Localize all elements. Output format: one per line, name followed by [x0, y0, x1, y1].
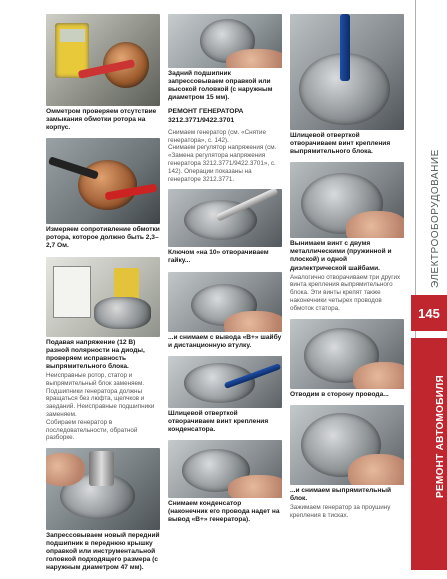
- body-c3-2: Аналогично отворачиваем три других винта крепления выпрямительного блока. Эти винты крепят также наконечники четырех проводов обмоток статора.: [290, 273, 401, 312]
- photo-screw-washers: [290, 162, 404, 238]
- caption-c1-2: Измеряем сопротивление обмотки ротора, которое должно быть 2,3–2,7 Ом.: [46, 226, 160, 250]
- photo-washer-removal: [168, 272, 282, 332]
- page-number: 145: [418, 305, 440, 321]
- photo-capacitor-screw: [168, 356, 282, 408]
- sidebar-section-text: ЭЛЕКТРООБОРУДОВАНИЕ: [430, 149, 441, 288]
- photo-diode-check: [46, 257, 160, 337]
- caption-c3-2-bold: Вынимаем винт с двумя металлическими (пружинной и плоской) и одной диэлектрической шайбами.: [290, 240, 392, 272]
- section-heading-line2: 3212.3771/9422.3701: [168, 116, 235, 124]
- body-c1-3b: Подшипники генератора должны вращаться без люфта, щелчков и заеданий. Неисправные подшипники заменяем.: [46, 387, 155, 418]
- photo-front-bearing-press: [46, 448, 160, 530]
- caption-c1-4: Запрессовываем новый передний подшипник в переднюю крышку оправкой или инструментальной головкой подходящего размера (с наружным диаметром 47 мм).: [46, 532, 160, 572]
- column-3: [290, 14, 404, 526]
- caption-c1-1: Омметром проверяем отсутствие замыкания обмотки ротора на корпус.: [46, 108, 157, 132]
- caption-c3-3: Отводим в сторону провода...: [290, 390, 389, 398]
- caption-c2-4: Шлицевой отверткой отворачиваем винт крепления конденсатора.: [168, 409, 269, 433]
- sidebar-section-label: [418, 149, 441, 288]
- sidebar-book-text: РЕМОНТ АВТОМОБИЛЯ: [435, 374, 446, 498]
- body-c1-3: Неисправные ротор, статор и выпрямительный блок заменяем.: [46, 371, 145, 387]
- column-1: [46, 14, 160, 579]
- body-c3-4: Зажимаем генератор за проушину крепления в тисках.: [290, 503, 391, 519]
- photo-rotor-resistance: [46, 138, 160, 224]
- section-heading-line1: РЕМОНТ ГЕНЕРАТОРА: [168, 108, 244, 116]
- body-c2-1: Снимаем генератор (см. «Снятие генератора», с. 142).: [168, 128, 266, 144]
- sidebar-book-label: [411, 338, 447, 570]
- page-number-box: [411, 295, 447, 331]
- photo-ohmmeter-rotor: [46, 14, 160, 106]
- section-heading: [168, 108, 282, 124]
- photo-wrench-nut: [168, 189, 282, 247]
- photo-wires-aside: [290, 319, 404, 389]
- caption-c3-1: Шлицевой отверткой отворачиваем винт крепления выпрямительного блока.: [290, 132, 391, 156]
- body-c1-3c: Собираем генератор в последовательности, обратной разборке.: [46, 418, 138, 442]
- photo-rectifier-screw: [290, 14, 404, 130]
- caption-c2-2: Ключом «на 10» отворачиваем гайку...: [168, 249, 269, 265]
- caption-c2-3: ...и снимаем с вывода «B+» шайбу и дистанционную втулку.: [168, 333, 282, 349]
- photo-capacitor-removal: [168, 440, 282, 498]
- column-2: [168, 14, 282, 530]
- caption-c2-1: Задний подшипник запрессовываем оправкой или высокой головкой (с наружным диаметром 15 мм).: [168, 70, 273, 102]
- caption-c3-4-bold: ...и снимаем выпрямительный блок.: [290, 486, 392, 502]
- caption-c3-4: [290, 487, 404, 503]
- photo-rear-bearing-press: [168, 14, 282, 68]
- body-c2-2: Снимаем регулятор напряжения (см. «Замена регулятора напряжения генератора 3212.3771/9422.3701», с. 142). Операции показаны на генераторе 3212.3771.: [168, 144, 277, 183]
- caption-c3-2: [290, 240, 404, 272]
- caption-c2-5: Снимаем конденсатор (наконечник его провода надет на вывод «B+» генератора).: [168, 500, 280, 524]
- caption-c1-3-bold: Подавая напряжение (12 В) разной полярности на диоды, проверяем исправность выпрямительного блока.: [46, 338, 145, 370]
- photo-rectifier-removal: [290, 405, 404, 485]
- caption-c1-3: [46, 339, 160, 371]
